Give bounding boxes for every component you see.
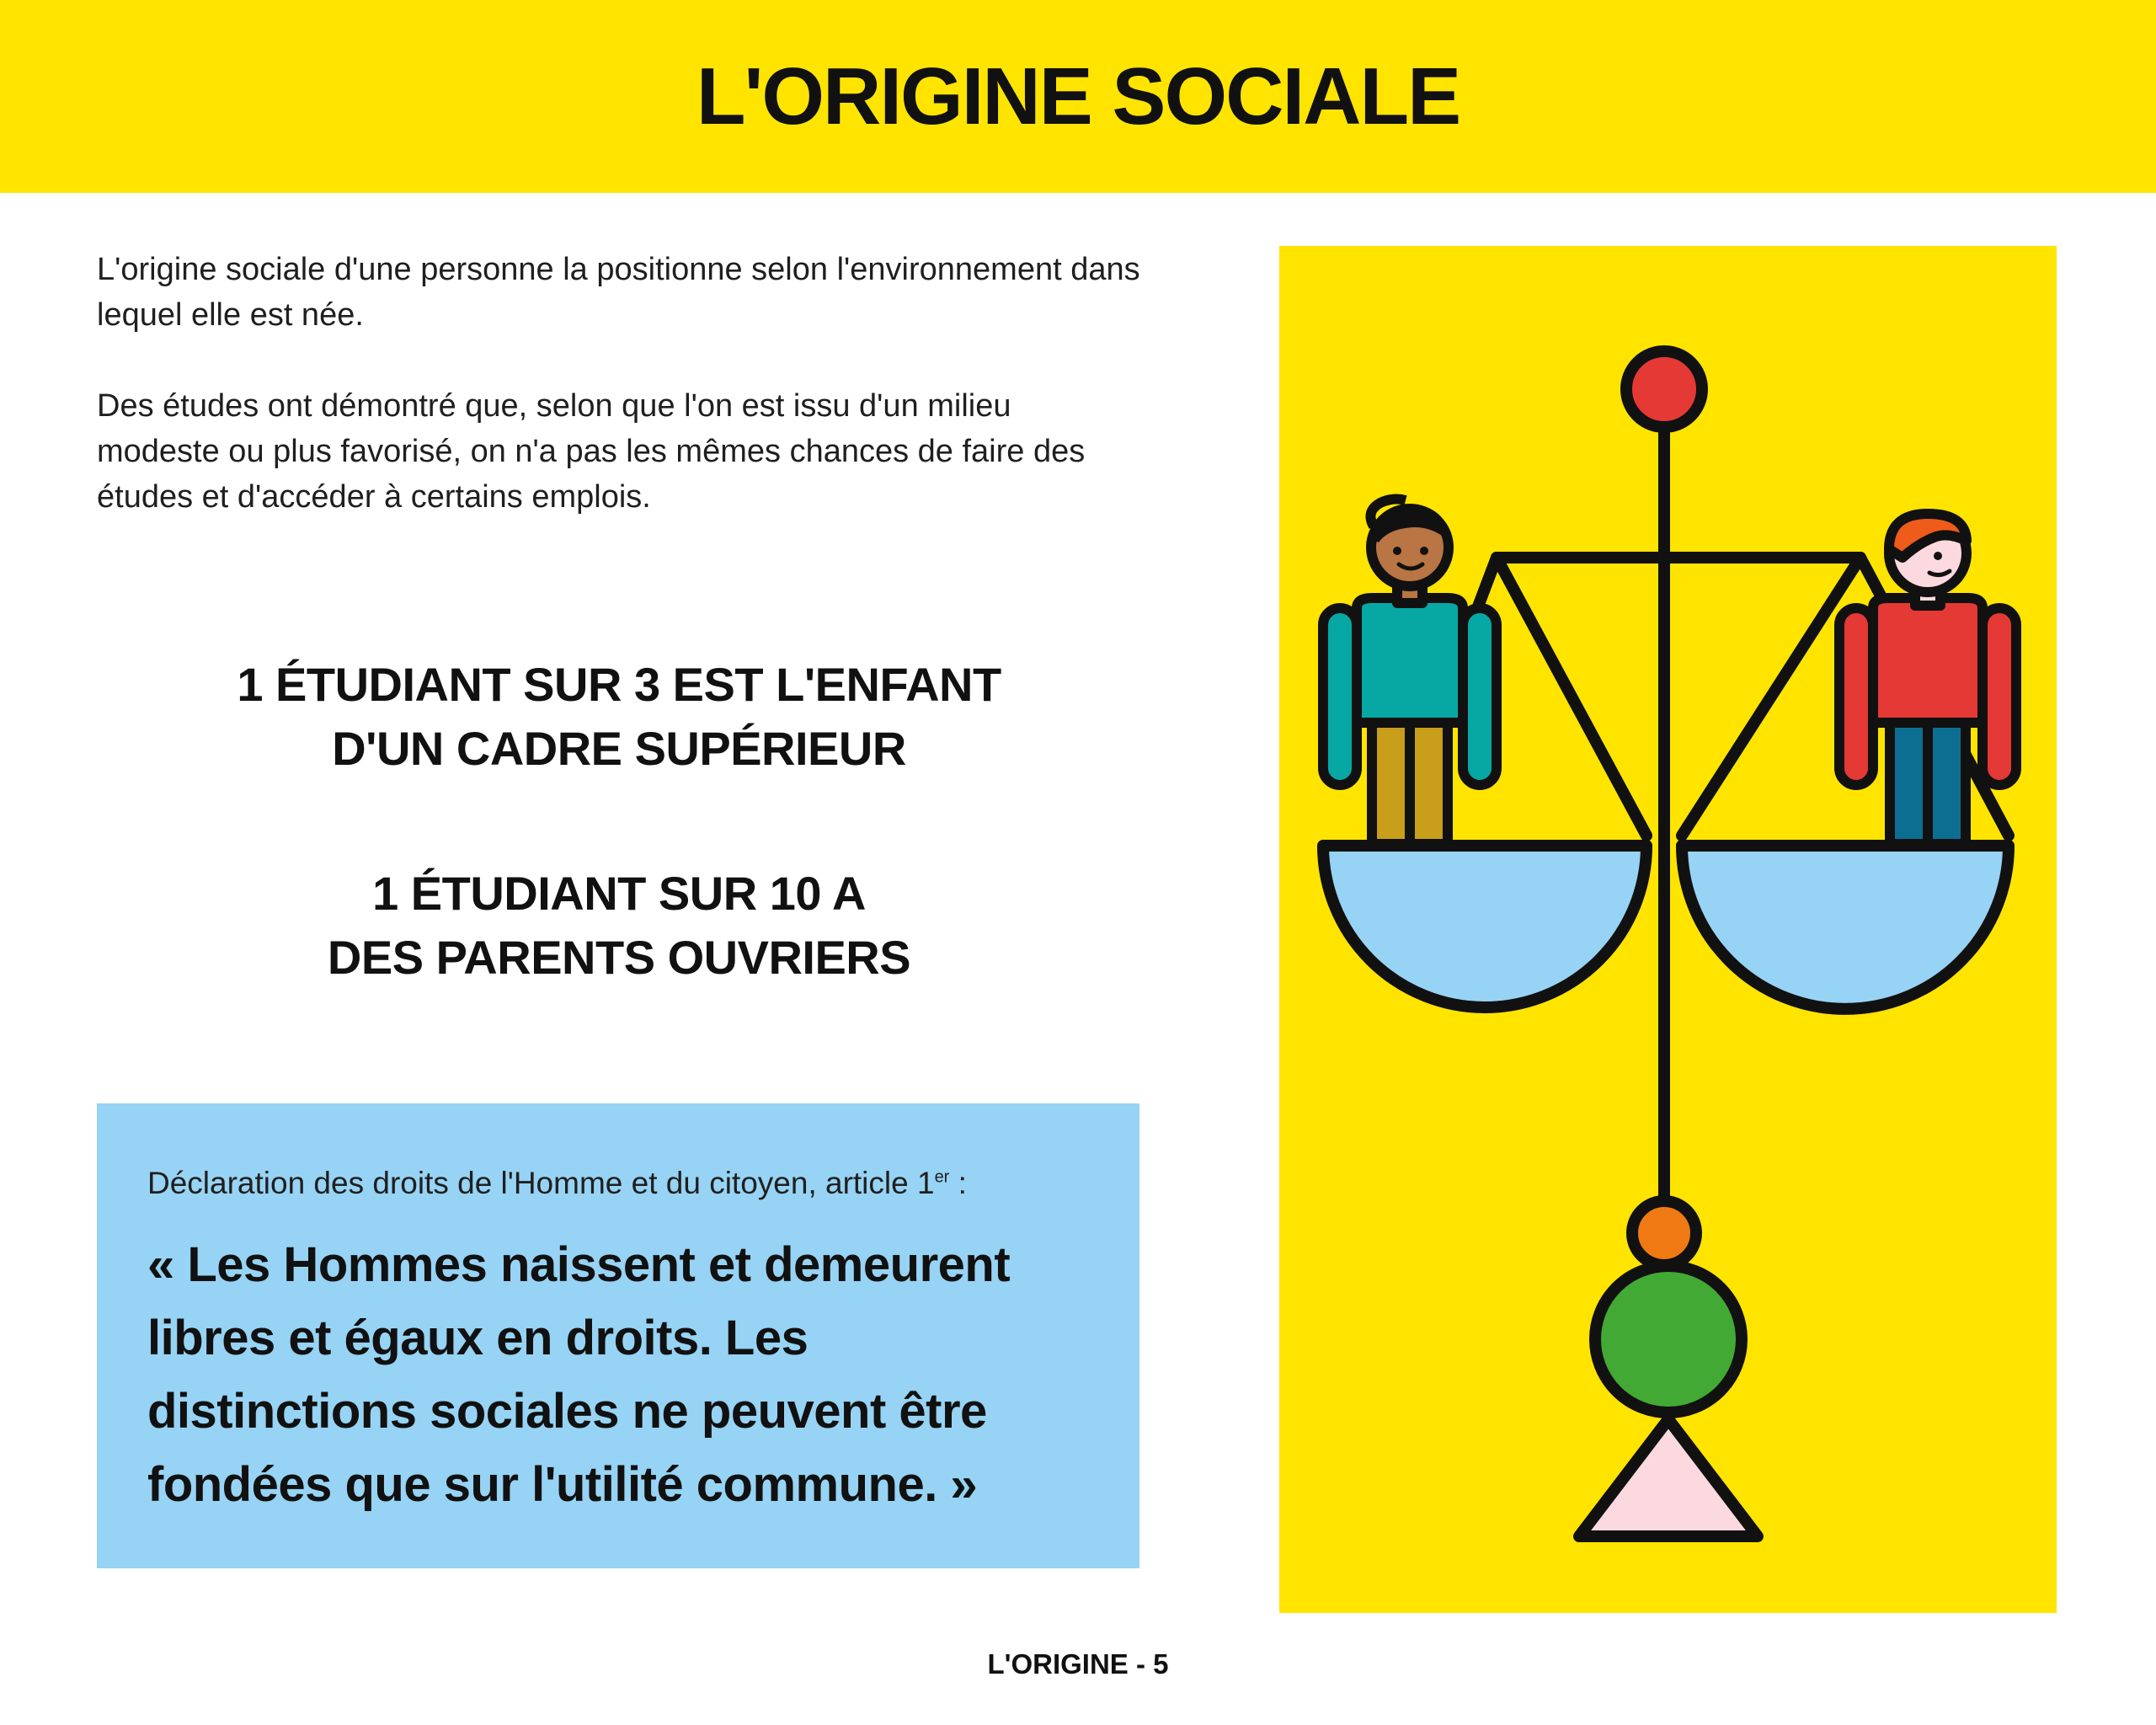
quote-source-end: : [949,1166,967,1200]
quote-source-sup: er [934,1167,950,1187]
green-ball [1595,1266,1742,1413]
intro-paragraph-2: Des études ont démontré que, selon que l'on est issu d'un milieu modeste ou plus favorisé, on n'a pas les mêmes chances de faire des études et d'accéder à certains emplois. [97,388,1086,515]
page-title: L'ORIGINE SOCIALE [696,51,1460,142]
quote-source-text: Déclaration des droits de l'Homme et du citoyen, article 1 [147,1166,935,1200]
intro-paragraph-1: L'origine sociale d'une personne la positionne selon l'environnement dans lequel elle est née. [97,252,1140,333]
left-person-icon [1323,499,1497,844]
quote-line-2: libres et égaux en droits. Les [147,1311,808,1365]
top-ball [1626,351,1702,427]
quote-line-1: « Les Hommes naissent et demeurent [147,1237,1011,1292]
intro-text [97,247,1141,565]
stat2-line2: DES PARENTS OUVRIERS [327,931,911,984]
page-footer: L'ORIGINE - 5 [987,1648,1169,1680]
stat2-line1: 1 ÉTUDIANT SUR 10 A [372,867,866,920]
header-banner [0,0,2156,193]
quote-text [147,1228,1091,1521]
quote-source [147,1162,1091,1204]
quote-line-3: distinctions sociales ne peuvent être [147,1384,987,1439]
quote-line-4: fondées que sur l'utilité commune. » [147,1457,978,1512]
declaration-quote-box [97,1103,1139,1568]
stat1-line2: D'UN CADRE SUPÉRIEUR [332,722,906,775]
orange-ball [1632,1201,1696,1265]
right-pan [1682,846,2009,1009]
stat1-line1: 1 ÉTUDIANT SUR 3 EST L'ENFANT [237,658,1001,711]
statistic-executives [97,653,1141,781]
scale-base [1579,1419,1758,1536]
balance-scale-icon [1279,246,2057,1613]
left-pan [1323,846,1646,1007]
statistic-workers [97,862,1141,990]
scale-illustration [1279,246,2057,1613]
